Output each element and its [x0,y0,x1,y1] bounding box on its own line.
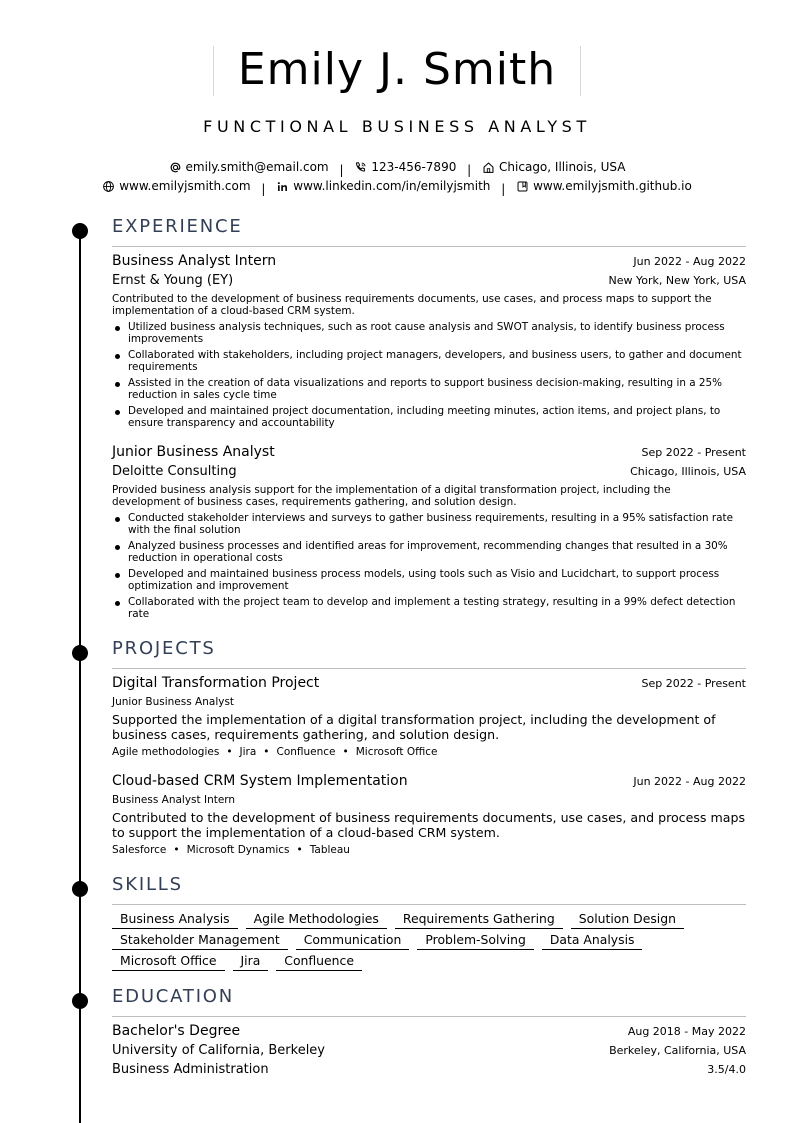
list-item: Developed and maintained project documentation, including meeting minutes, action items, and project plans, to ensure transparency and accountability [112,405,746,429]
list-item: Conducted stakeholder interviews and surveys to gather business requirements, resulting in a 95% satisfaction rate with the final solution [112,512,746,536]
tool-tag: Jira [239,746,257,758]
linkedin-link[interactable] [276,179,490,193]
phone-text: 123-456-7890 [371,160,457,174]
skill-tag: Stakeholder Management [112,931,288,950]
section-divider [112,246,746,247]
job-bullets [112,321,746,433]
skills-list [112,910,746,971]
phone-icon [354,161,367,174]
job-role: Business Analyst Intern [112,253,277,269]
project-name: Cloud-based CRM System Implementation [112,773,408,789]
list-item: Utilized business analysis techniques, such as root cause analysis and SWOT analysis, to identify business process improvements [112,321,746,345]
linkedin-icon [276,180,289,193]
project-role: Business Analyst Intern [112,794,236,806]
candidate-name: Emily J. Smith [237,44,557,95]
tool-tag: Agile methodologies [112,746,220,758]
section-title-skills: SKILLS [112,874,183,895]
job-summary: Contributed to the development of business requirements documents, use cases, and process maps to support the implementation of a cloud-based CRM system. [112,293,712,317]
tool-separator: • [173,844,180,856]
location-text: Chicago, Illinois, USA [499,160,626,174]
school-location: Berkeley, California, USA [609,1044,746,1057]
gpa: 3.5/4.0 [707,1063,746,1076]
tool-tag: Salesforce [112,844,167,856]
job-bullets [112,512,746,624]
list-item: Collaborated with stakeholders, including project managers, developers, and business users, to gather and document requirements [112,349,746,373]
contact-separator: | [501,181,506,196]
website-text: www.emilyjsmith.com [119,179,251,193]
section-divider [112,668,746,669]
timeline-dot-skills [72,881,88,897]
email-contact[interactable] [169,160,329,174]
project-dates: Sep 2022 - Present [641,677,746,690]
skill-tag: Solution Design [571,910,684,929]
timeline-dot-experience [72,223,88,239]
tool-tag: Confluence [276,746,336,758]
school: University of California, Berkeley [112,1043,325,1058]
tool-tag: Microsoft Dynamics [186,844,290,856]
contact-separator: | [261,181,266,196]
education-header [112,1023,746,1039]
project-name: Digital Transformation Project [112,675,320,691]
name-block [213,46,581,96]
job-company-row [112,464,746,479]
tool-separator: • [342,746,349,758]
project-header [112,773,746,789]
skill-tag: Communication [296,931,410,950]
section-title-projects: PROJECTS [112,638,216,659]
project-tools [112,844,350,856]
skill-tag: Agile Methodologies [246,910,387,929]
major: Business Administration [112,1062,269,1077]
tool-tag: Microsoft Office [355,746,438,758]
tool-tag: Tableau [309,844,350,856]
project-tools [112,746,438,758]
job-header [112,253,746,269]
list-item: Assisted in the creation of data visualizations and reports to support business decision-making, resulting in a 25% reduction in sales cycle time [112,377,746,401]
tool-separator: • [296,844,303,856]
skill-tag: Business Analysis [112,910,238,929]
skill-tag: Problem-Solving [417,931,534,950]
github-icon [516,180,529,193]
tool-separator: • [263,746,270,758]
timeline-dot-education [72,993,88,1009]
timeline-line [79,230,81,1123]
section-title-education: EDUCATION [112,986,235,1007]
skill-tag: Confluence [276,952,362,971]
job-dates: Sep 2022 - Present [641,446,746,459]
project-description: Contributed to the development of business requirements documents, use cases, and process maps to support the implementation of a cloud-based CRM system. [112,810,746,840]
job-location: New York, New York, USA [608,274,746,287]
skill-tag: Microsoft Office [112,952,225,971]
project-header [112,675,746,691]
education-school-row [112,1043,746,1058]
project-dates: Jun 2022 - Aug 2022 [633,775,746,788]
education-major-row [112,1062,746,1077]
contact-separator: | [467,162,472,177]
list-item: Developed and maintained business process models, using tools such as Visio and Lucidchart, to support process optimization and improvement [112,568,746,592]
website-link[interactable] [102,179,250,193]
tool-separator: • [226,746,233,758]
job-summary: Provided business analysis support for the implementation of a digital transformation project, including the development of business cases, requirements gathering, and solution design. [112,484,671,508]
education-dates: Aug 2018 - May 2022 [627,1025,746,1038]
phone-contact[interactable] [354,160,456,174]
job-company-row [112,273,746,288]
skill-tag: Jira [233,952,269,971]
project-role: Junior Business Analyst [112,696,235,708]
contact-separator: | [339,162,344,177]
contact-row-primary [0,160,794,177]
job-role: Junior Business Analyst [112,444,275,460]
github-link[interactable] [516,179,692,193]
candidate-title: FUNCTIONAL BUSINESS ANALYST [203,117,591,136]
linkedin-text: www.linkedin.com/in/emilyjsmith [293,179,491,193]
contact-row-links [0,179,794,196]
list-item: Analyzed business processes and identified areas for improvement, recommending changes that resulted in a 30% reduction in operational costs [112,540,746,564]
job-company: Deloitte Consulting [112,464,237,479]
project-description: Supported the implementation of a digital transformation project, including the development of business cases, requirements gathering, and solution design. [112,712,716,742]
job-location: Chicago, Illinois, USA [630,465,746,478]
job-header [112,444,746,460]
globe-icon [102,180,115,193]
github-text: www.emilyjsmith.github.io [533,179,692,193]
section-divider [112,1016,746,1017]
location-contact [482,160,625,174]
list-item: Collaborated with the project team to develop and implement a testing strategy, resulting in a 99% defect detection rate [112,596,746,620]
email-text: emily.smith@email.com [185,160,329,174]
timeline-dot-projects [72,645,88,661]
section-title-experience: EXPERIENCE [112,216,243,237]
section-divider [112,904,746,905]
home-icon [482,161,495,174]
job-dates: Jun 2022 - Aug 2022 [633,255,746,268]
skill-tag: Requirements Gathering [395,910,563,929]
job-company: Ernst & Young (EY) [112,273,234,288]
degree: Bachelor's Degree [112,1023,241,1039]
at-icon [169,161,182,174]
skill-tag: Data Analysis [542,931,643,950]
